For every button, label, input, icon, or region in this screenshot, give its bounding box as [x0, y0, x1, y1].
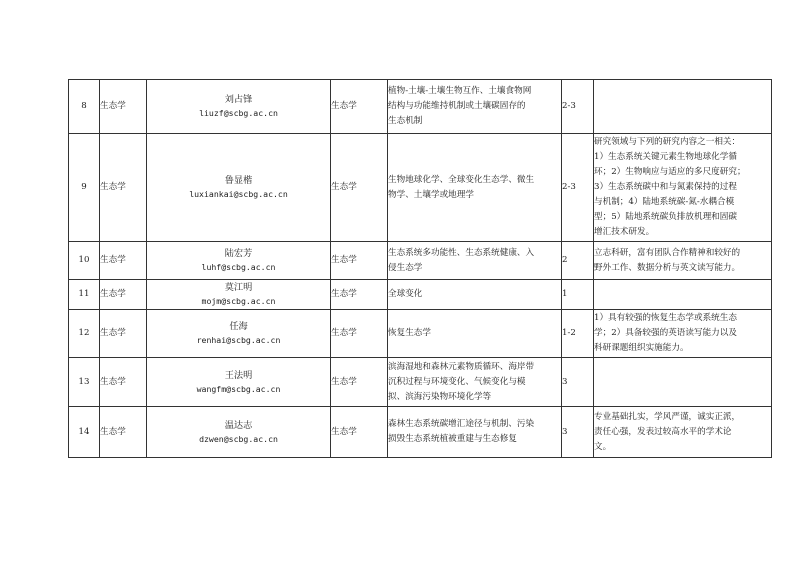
department-cell: 生态学 — [100, 358, 147, 407]
supervisor-name: 任海 — [229, 321, 248, 332]
supervisor-name: 温达志 — [224, 419, 253, 431]
research-area-line: 滨海湿地和森林元素物质循环、海岸带 — [388, 361, 535, 372]
requirements-cell — [594, 242, 772, 280]
research-area-cell — [388, 134, 562, 242]
supervisor-name: 莫江明 — [224, 282, 253, 293]
row-number-cell: 13 — [69, 358, 100, 407]
requirements-line: 责任心强，发表过较高水平的学术论 — [594, 426, 732, 437]
row-number-cell: 14 — [69, 407, 100, 458]
major-cell: 生态学 — [331, 310, 388, 358]
requirements-line: 专业基础扎实，学风严谨，诚实正派， — [594, 411, 741, 422]
research-area-line: 生态系统多功能性、生态系统健康、入 — [388, 247, 535, 258]
enrollment-count-cell: 2-3 — [562, 80, 594, 134]
supervisor-email: luxiankai@scbg.ac.cn — [189, 189, 288, 199]
research-area-cell — [388, 242, 562, 280]
supervisor-name: 刘占锋 — [224, 94, 253, 105]
enrollment-count-cell: 1 — [562, 280, 594, 310]
research-area-line: 全球变化 — [388, 289, 423, 299]
research-area-cell — [388, 358, 562, 407]
research-area-line: 沉积过程与环境变化、气候变化与模 — [388, 376, 526, 387]
major-cell: 生态学 — [331, 134, 388, 242]
research-area-line: 物学、土壤学或地理学 — [388, 189, 474, 200]
department-cell: 生态学 — [100, 134, 147, 242]
supervisor-email: mojm@scbg.ac.cn — [201, 296, 276, 306]
supervisor-cell — [147, 358, 331, 407]
research-area-line: 结构与功能维持机制或土壤碳固存的 — [388, 101, 526, 111]
major-cell: 生态学 — [331, 242, 388, 280]
supervisor-name: 陆宏芳 — [224, 248, 253, 259]
department-cell: 生态学 — [100, 242, 147, 280]
requirements-line: 科研课题组织实施能力。 — [594, 343, 689, 353]
enrollment-count-cell: 2 — [562, 242, 594, 280]
requirements-line: 增汇技术研发。 — [594, 227, 655, 237]
department-cell: 生态学 — [100, 310, 147, 358]
research-area-line: 拟、滨海污染物环境化学等 — [388, 391, 492, 402]
supervisor-name: 王法明 — [224, 369, 253, 381]
table-row — [69, 242, 772, 280]
supervisor-email: liuzf@scbg.ac.cn — [199, 108, 278, 118]
row-number-cell: 11 — [69, 280, 100, 310]
requirements-cell — [594, 134, 772, 242]
supervisor-cell — [147, 242, 331, 280]
requirements-line: 3）生态系统碳中和与氮素保持的过程 — [594, 182, 737, 192]
research-area-cell — [388, 310, 562, 358]
requirements-line: 文。 — [594, 441, 612, 452]
research-area-line: 生态机制 — [388, 116, 423, 126]
enrollment-count-cell: 3 — [562, 407, 594, 458]
major-cell: 生态学 — [331, 280, 388, 310]
row-number-cell: 12 — [69, 310, 100, 358]
requirements-line: 环；2）生物响应与适应的多尺度研究； — [594, 167, 746, 177]
research-area-line: 恢复生态学 — [388, 328, 431, 338]
major-cell: 生态学 — [331, 358, 388, 407]
supervisor-cell — [147, 310, 331, 358]
department-cell: 生态学 — [100, 80, 147, 134]
supervisor-email: luhf@scbg.ac.cn — [201, 262, 276, 272]
supervisor-cell — [147, 80, 331, 134]
requirements-cell — [594, 280, 772, 310]
requirements-cell — [594, 310, 772, 358]
row-number-cell: 8 — [69, 80, 100, 134]
research-area-line: 侵生态学 — [388, 262, 423, 273]
research-area-line: 生物地球化学、全球变化生态学、微生 — [388, 174, 535, 185]
research-area-cell — [388, 280, 562, 310]
supervisor-email: dzwen@scbg.ac.cn — [199, 433, 278, 444]
enrollment-count-cell: 3 — [562, 358, 594, 407]
requirements-line: 立志科研，富有团队合作精神和较好的 — [594, 247, 741, 258]
research-area-line: 损毁生态系统植被重建与生态修复 — [388, 434, 517, 444]
requirements-line: 研究领域与下列的研究内容之一相关： — [594, 137, 741, 147]
table-row — [69, 358, 772, 407]
requirements-cell — [594, 407, 772, 458]
table-row — [69, 134, 772, 242]
supervisor-cell — [147, 407, 331, 458]
supervisor-email: wangfm@scbg.ac.cn — [196, 383, 281, 394]
supervisor-name: 鲁显楷 — [224, 175, 253, 186]
enrollment-count-cell: 1-2 — [562, 310, 594, 358]
requirements-line: 学；2）具备较强的英语读写能力以及 — [594, 328, 737, 338]
row-number-cell: 10 — [69, 242, 100, 280]
table-row — [69, 80, 772, 134]
table-row — [69, 407, 772, 458]
requirements-line: 1）具有较强的恢复生态学或系统生态 — [594, 313, 737, 323]
table-row — [69, 280, 772, 310]
supervisor-cell — [147, 280, 331, 310]
supervisor-cell — [147, 134, 331, 242]
research-area-cell — [388, 80, 562, 134]
research-area-cell — [388, 407, 562, 458]
requirements-line: 1）生态系统关键元素生物地球化学循 — [594, 152, 737, 162]
department-cell: 生态学 — [100, 407, 147, 458]
research-area-line: 森林生态系统碳增汇途径与机制、污染 — [388, 419, 535, 429]
requirements-cell — [594, 358, 772, 407]
requirements-line: 与机制；4）陆地系统碳-氮-水耦合模 — [594, 197, 735, 207]
department-cell: 生态学 — [100, 280, 147, 310]
requirements-line: 型；5）陆地系统碳负排放机理和固碳 — [594, 212, 737, 222]
requirements-line: 野外工作、数据分析与英文读写能力。 — [594, 262, 741, 273]
table-row — [69, 310, 772, 358]
supervisor-email: renhai@scbg.ac.cn — [196, 335, 281, 345]
row-number-cell: 9 — [69, 134, 100, 242]
major-cell: 生态学 — [331, 80, 388, 134]
major-cell: 生态学 — [331, 407, 388, 458]
requirements-cell — [594, 80, 772, 134]
supervisor-table — [68, 79, 772, 458]
enrollment-count-cell: 2-3 — [562, 134, 594, 242]
research-area-line: 植物-土壤-土壤生物互作、土壤食物网 — [388, 86, 532, 96]
